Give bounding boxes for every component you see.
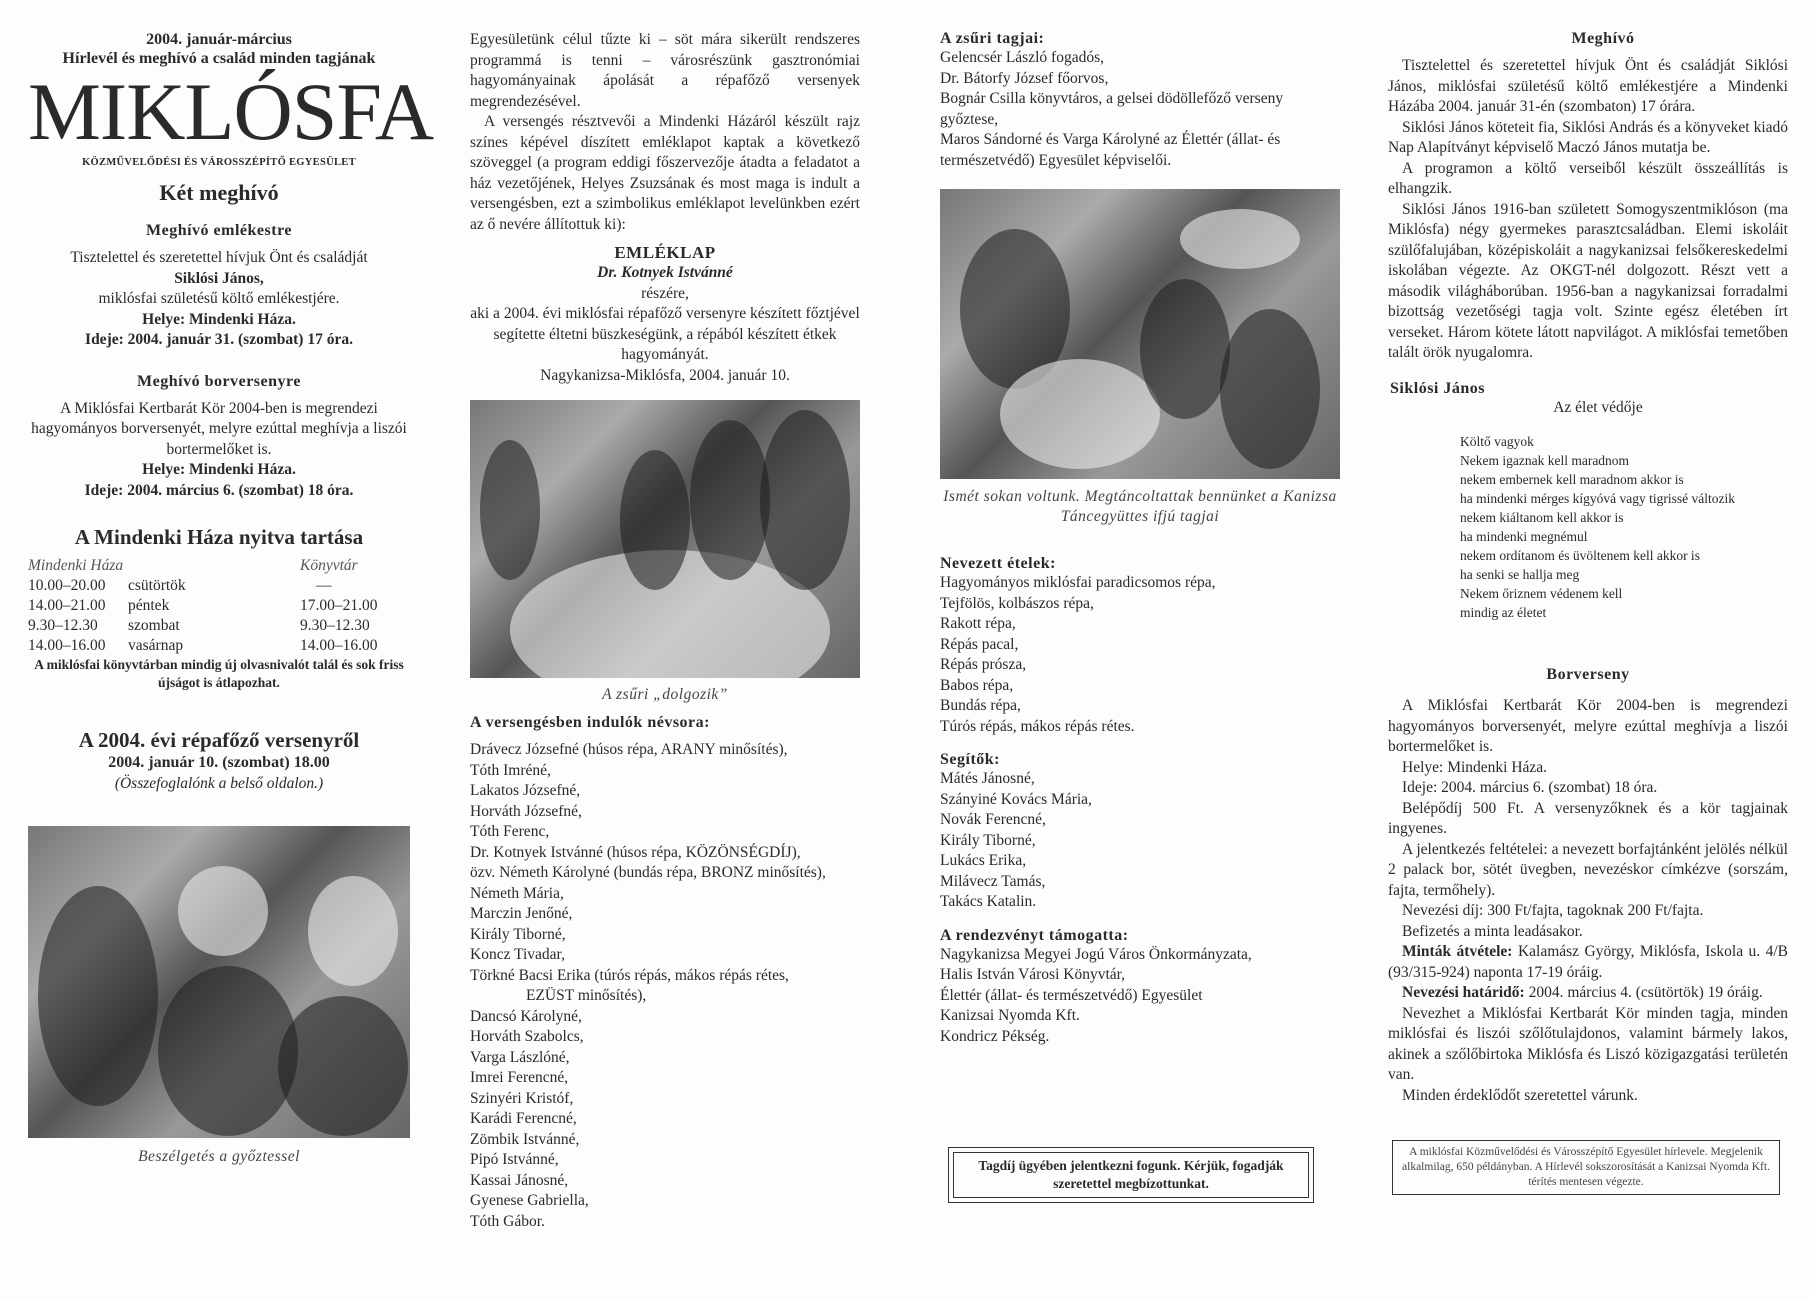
wine-contest-welcome: Minden érdeklődőt szeretettel várunk. (1402, 1086, 1638, 1104)
newsletter-subtitle: Hírlevél és meghívó a család minden tagjának (62, 50, 376, 67)
list-item: EZÜST minősítés), (526, 987, 647, 1004)
list-item: Maros Sándorné és Varga Károlyné az Élettér (állat- és természetvédő) Egyesület képviselői. (940, 131, 1281, 169)
opening-hours-title: A Mindenki Háza nyitva tartása (74, 525, 364, 549)
wine-contest-payment-note: Befizetés a minta leadásakor. (1402, 922, 1583, 940)
column-invitation-and-wine (1388, 30, 1788, 1195)
list-item: Tejfölös, kolbászos répa, (940, 594, 1094, 612)
list-item: Gelencsér László fogadós, (940, 49, 1104, 66)
list-item: Túrós répás, mákos répás rétes. (940, 717, 1135, 735)
sponsors-list (940, 945, 1340, 1048)
invitation-title: Meghívó (1571, 30, 1635, 47)
table-cell: péntek (128, 597, 170, 614)
list-item: Pipó Istvánné, (470, 1151, 559, 1168)
wine-invite-text: A Miklósfai Kertbarát Kör 2004-ben is megrendezi hagyományos borversenyét, melyre ezúttal meghívja a liszói bortermelőket is. (31, 399, 407, 458)
membership-fee-notice (948, 1147, 1314, 1203)
poem-line: mindig az életet (1460, 605, 1547, 620)
jury-photo-caption: A zsűri „dolgozik” (602, 686, 728, 703)
list-item: Élettér (állat- és természetvédő) Egyesület (940, 986, 1203, 1004)
list-item: Dancsó Károlyné, (470, 1007, 582, 1025)
poet-biography: Siklósi János 1916-ban született Somogyszentmiklóson (ma Miklósfa) négy gyermekes parasztcsaládban. Elemi iskoláit szülőfalujában, középiskoláit a nagykanizsai felsőkereskedelmi iskolában végezte. Az OKGT-nél dolgozott. Részt vett a második világháborúban. 1956-ban a nagykanizsai forradalmi bizottság vezetőségi tagja volt. Szinte egész életében írt verseket. Három kötete látott napvilágot. A miklósfai temetőben talált örök nyugalomra. (1388, 200, 1788, 361)
helpers-title: Segítők: (940, 751, 1000, 768)
memorial-invite (28, 248, 410, 351)
wine-invite-place: Helye: Mindenki Háza. (142, 461, 296, 478)
table-row (28, 576, 410, 596)
masthead-title: MIKLÓSFA (28, 66, 434, 157)
table-cell: 14.00–16.00 (300, 637, 378, 654)
list-item: Horváth Szabolcs, (470, 1028, 584, 1045)
opening-hours-table (28, 556, 410, 656)
list-item: Gyenese Gabriella, (470, 1192, 589, 1209)
memorial-invite-place: Helye: Mindenki Háza. (142, 310, 296, 328)
list-item: Takács Katalin. (940, 893, 1037, 910)
list-item: Rakott répa, (940, 615, 1016, 632)
poem-line: ha mindenki megnémul (1460, 529, 1588, 544)
wine-contest-conditions: A jelentkezés feltételei: a nevezett borfajtánként jelölés nélkül 2 palack bor, sötét üvegben, nevezéskor címkézve (sorszám, fajta, termőhely). (1388, 840, 1788, 899)
list-item: Marczin Jenőné, (470, 905, 573, 922)
poem-line: Nekem őriznem védenem kell (1460, 586, 1623, 601)
list-item: Koncz Tivadar, (470, 946, 565, 963)
list-item: Babos répa, (940, 676, 1014, 694)
memorial-invite-line: miklósfai születésű költő emlékestjére. (98, 290, 340, 307)
entrants-list (470, 740, 860, 1232)
certificate-line: Nagykanizsa-Miklósfa, 2004. január 10. (540, 366, 790, 384)
column-header-community-house: Mindenki Háza (28, 557, 124, 574)
memorial-invite-line: Tisztelettel és szeretettel hívjuk Önt és családját (70, 249, 368, 266)
list-item: Tóth Ferenc, (470, 823, 550, 840)
jury-list (940, 48, 1340, 171)
colophon-box (1392, 1140, 1780, 1195)
list-item: Kanizsai Nyomda Kft. (940, 1007, 1080, 1024)
organization-name: KÖZMŰVELŐDÉSI ÉS VÁROSSZÉPÍTŐ EGYESÜLET (82, 157, 356, 168)
certificate-line: aki a 2004. évi miklósfai répafőző versenyre készített főztjével segítette éltetni büszkeségünk, a répából készített étkek hagyományát. (470, 305, 860, 363)
certificate-recipient: Dr. Kotnyek Istvánné (597, 264, 733, 281)
list-item: Bundás répa, (940, 697, 1021, 714)
entrants-title: A versengésben indulók névsora: (470, 714, 710, 731)
membership-fee-text: Tagdíj ügyében jelentkezni fogunk. Kérjük, fogadják szeretettel megbízottunkat. (953, 1152, 1309, 1198)
table-cell: 9.30–12.30 (300, 617, 370, 634)
table-cell: 10.00–20.00 (28, 577, 106, 594)
list-item: Tóth Gábor. (470, 1212, 545, 1230)
samples-label: Minták átvétele: (1402, 943, 1513, 960)
table-cell: — (316, 577, 332, 594)
table-cell: 9.30–12.30 (28, 617, 98, 634)
list-item: Király Tiborné, (940, 831, 1036, 849)
jury-title: A zsűri tagjai: (940, 30, 1045, 47)
poem-text (1460, 432, 1788, 622)
deadline-label: Nevezési határidő: (1402, 984, 1525, 1001)
list-item: Nagykanizsa Megyei Jogú Város Önkormányzata, (940, 945, 1252, 963)
list-item: Dr. Kotnyek Istvánné (húsos répa, KÖZÖNSÉGDÍJ), (470, 843, 801, 861)
poem-title: Az élet védője (1553, 398, 1643, 416)
poem-line: nekem ordítanom és üvöltenem kell akkor is (1460, 548, 1700, 563)
list-item: Halis István Városi Könyvtár, (940, 966, 1126, 983)
wine-samples-info (1388, 942, 1788, 983)
memorial-invite-poet: Siklósi János, (174, 269, 264, 287)
list-item: Németh Mária, (470, 884, 564, 902)
wine-invite-time: Ideje: 2004. március 6. (szombat) 18 óra. (84, 481, 354, 499)
crowd-dinner-photo (940, 189, 1340, 479)
certificate-title: EMLÉKLAP (614, 243, 716, 262)
contest-report-title: A 2004. évi répafőző versenyről (78, 728, 360, 752)
certificate-line: részére, (641, 284, 689, 302)
table-cell: 17.00–21.00 (300, 597, 378, 614)
poem-line: ha mindenki mérges kígyóvá vagy tigrissé változik (1460, 491, 1735, 506)
poem-author: Siklósi János (1390, 379, 1485, 397)
table-cell: 14.00–21.00 (28, 597, 106, 614)
poem-line: nekem embernek kell maradnom akkor is (1460, 472, 1684, 487)
jury-working-photo (470, 400, 860, 678)
list-item: Tóth Imréné, (470, 761, 551, 779)
table-cell: 14.00–16.00 (28, 637, 106, 654)
invitation-paragraph: Tisztelettel és szeretettel hívjuk Önt és családját Siklósi János, miklósfai születésű költő emlékestjére a Mindenki Házába 2004. január 31-én (szombaton) 17 órára. (1388, 57, 1788, 115)
column-front-page (28, 30, 434, 1166)
wine-contest-eligibility: Nevezhet a Miklósfai Kertbarát Kör minden tagja, minden miklósfai és liszói szőlőtulajdonos, valamint bármely lakos, akinek a szőlőbirtoka Miklósfa és Liszó közigazgatási területén van. (1388, 1004, 1788, 1083)
intro-paragraph: Egyesületünk célul tűzte ki – söt mára sikerült rendszeres programmá is tenni – városrészünk gasztronómiai hagyományainak ápolását a répafőző versenyek megrendezésével. (470, 31, 860, 110)
wine-contest-time: Ideje: 2004. március 6. (szombat) 18 óra. (1402, 779, 1658, 796)
list-item: Bognár Csilla könyvtáros, a gelsei dödöllefőző verseny győztese, (940, 90, 1284, 128)
list-item: özv. Németh Károlyné (bundás répa, BRONZ minősítés), (470, 864, 826, 881)
wine-deadline-info (1388, 983, 1788, 1004)
list-item: Mátés Jánosné, (940, 770, 1035, 787)
table-cell: szombat (128, 617, 180, 634)
table-row (28, 636, 410, 656)
contest-note: (Összefoglalónk a belső oldalon.) (114, 774, 324, 792)
winner-photo-caption: Beszélgetés a győztessel (138, 1148, 300, 1165)
list-item: Horváth Józsefné, (470, 802, 582, 820)
memorial-invite-title: Meghívó emlékestre (146, 222, 292, 239)
library-note: A miklósfai könyvtárban mindig új olvasnivalót talál és sok friss újságot is átlapozhat. (34, 657, 404, 690)
dishes-list (940, 573, 1340, 737)
crowd-photo-caption: Ismét sokan voltunk. Megtáncoltattak bennünket a Kanizsa Táncegyüttes ifjú tagjai (943, 488, 1337, 525)
list-item: Dr. Bátorfy József főorvos, (940, 69, 1109, 87)
list-item: Lukács Erika, (940, 852, 1027, 869)
wine-contest-place: Helye: Mindenki Háza. (1402, 758, 1548, 776)
poem-line: nekem kiáltanom kell akkor is (1460, 510, 1624, 525)
list-item: Répás prósza, (940, 656, 1027, 673)
list-item: Zömbik Istvánné, (470, 1130, 580, 1148)
list-item: Milávecz Tamás, (940, 872, 1046, 890)
invitation-paragraph: Siklósi János köteteit fia, Siklósi András és a könyveket kiadó Nap Alapítványt képviselő Maczó János mutatja be. (1388, 118, 1788, 156)
column-header-library: Könyvtár (300, 557, 358, 574)
sponsors-title: A rendezvényt támogatta: (940, 926, 1129, 944)
samples-text: Kalamász György, Miklósfa, Iskola u. 4/B (93/315-924) naponta 17-19 óráig. (1388, 943, 1788, 981)
deadline-text: 2004. március 4. (csütörtök) 19 óráig. (1528, 984, 1763, 1001)
list-item: Répás pacal, (940, 635, 1019, 653)
contest-date: 2004. január 10. (szombat) 18.00 (108, 754, 330, 771)
helpers-list (940, 769, 1340, 913)
list-item: Király Tiborné, (470, 925, 566, 943)
list-item: Lakatos Józsefné, (470, 782, 581, 799)
poem-line: Költő vagyok (1460, 434, 1534, 449)
poem-line: Nekem igaznak kell maradnom (1460, 453, 1630, 468)
two-invitations-heading: Két meghívó (159, 180, 279, 205)
winner-conversation-photo (28, 826, 410, 1138)
wine-contest-paragraph: A Miklósfai Kertbarát Kör 2004-ben is megrendezi hagyományos borversenyét, melyre ezúttal meghívja a liszói bortermelőket is. (1388, 697, 1788, 755)
column-contest-report (470, 30, 860, 1232)
wine-invite-title: Meghívó borversenyre (137, 372, 301, 390)
memorial-invite-time: Ideje: 2004. január 31. (szombat) 17 óra. (85, 331, 353, 348)
invitation-paragraph: A programon a költő verseiből készült összeállítás is elhangzik. (1388, 159, 1788, 197)
poem-line: ha senki se hallja meg (1460, 567, 1580, 582)
wine-contest-fee: Belépődíj 500 Ft. A versenyzőknek és a kör tagjainak ingyenes. (1388, 799, 1788, 837)
table-cell: csütörtök (128, 577, 186, 594)
list-item: Kondricz Pékség. (940, 1027, 1050, 1045)
list-item: Törkné Bacsi Erika (túrós répás, mákos répás rétes, (470, 966, 789, 984)
certificate-paragraph: A versengés résztvevői a Mindenki Házáról készült rajz színes képével díszített emléklapot kaptak a következő szöveggel (a program eddigi főszervezője átadta a feladatot a ház vezetőjének, Helyes Zsuzsának és most maga is indult a versengésben, ezt a szimbolikus emléklapot levelünkben ezért az ő nevére állítottuk ki): (470, 113, 860, 233)
table-row (28, 616, 410, 636)
list-item: Karádi Ferencné, (470, 1110, 577, 1127)
wine-contest-entry-fee: Nevezési díj: 300 Ft/fajta, tagoknak 200 Ft/fajta. (1402, 902, 1704, 919)
list-item: Szinyéri Kristóf, (470, 1089, 574, 1107)
list-item: Kassai Jánosné, (470, 1171, 569, 1189)
list-item: Hagyományos miklósfai paradicsomos répa, (940, 574, 1216, 591)
dishes-title: Nevezett ételek: (940, 555, 1056, 572)
list-item: Novák Ferencné, (940, 811, 1046, 828)
colophon-text: A miklósfai Közművelődési és Városszépítő Egyesület hírlevele. Megjelenik alkalmilag, 650 példányban. A Hírlevél sokszorosítását a Kanizsai Nyomda Kft. térítés mentesen végezte. (1402, 1146, 1770, 1188)
list-item: Szányiné Kovács Mária, (940, 790, 1092, 808)
column-jury-and-dishes (940, 30, 1340, 1203)
issue-date: 2004. január-március (146, 31, 292, 48)
list-item: Imrei Ferencné, (470, 1069, 569, 1086)
wine-contest-title: Borverseny (1546, 666, 1630, 683)
list-item: Drávecz Józsefné (húsos répa, ARANY minősítés), (470, 741, 788, 758)
table-row (28, 596, 410, 616)
list-item: Varga Lászlóné, (470, 1048, 570, 1066)
opening-hours-header (28, 556, 410, 576)
table-cell: vasárnap (128, 637, 184, 654)
